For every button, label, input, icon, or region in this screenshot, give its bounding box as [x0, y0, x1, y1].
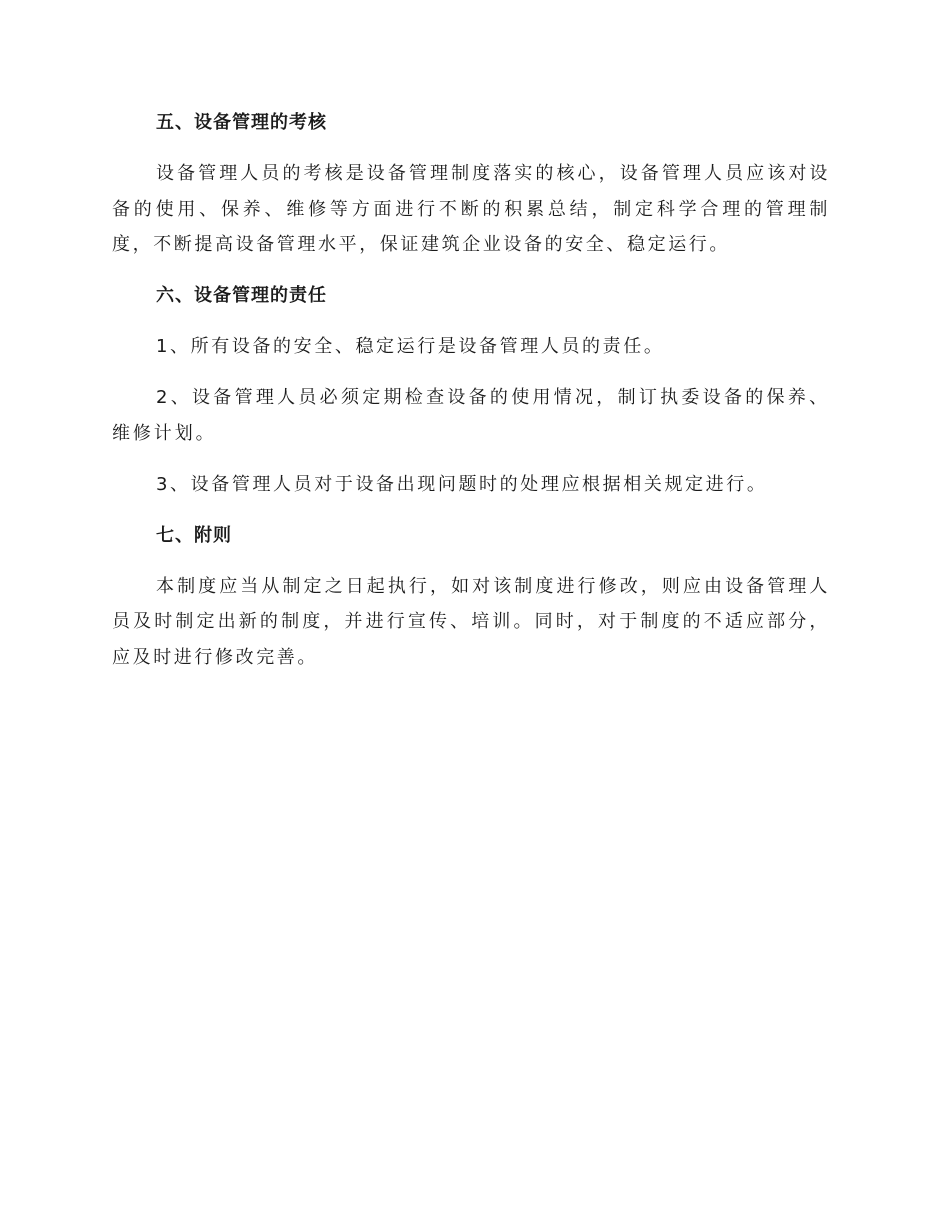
section-heading-supplementary: 七、附则 [156, 524, 232, 546]
document-body [112, 108, 830, 675]
section-heading-responsibility: 六、设备管理的责任 [156, 284, 327, 306]
responsibility-item-2: 2、设备管理人员必须定期检查设备的使用情况，制订执委设备的保养、维修计划。 [112, 387, 830, 444]
assessment-paragraph: 设备管理人员的考核是设备管理制度落实的核心，设备管理人员应该对设备的使用、保养、维修等方面进行不断的积累总结，制定科学合理的管理制度，不断提高设备管理水平，保证建筑企业设备的安全、稳定运行。 [112, 163, 830, 255]
supplementary-paragraph: 本制度应当从制定之日起执行，如对该制度进行修改，则应由设备管理人员及时制定出新的制度，并进行宣传、培训。同时，对于制度的不适应部分，应及时进行修改完善。 [112, 575, 830, 668]
responsibility-item-1: 1、所有设备的安全、稳定运行是设备管理人员的责任。 [156, 335, 665, 357]
section-heading-assessment: 五、设备管理的考核 [156, 112, 327, 133]
responsibility-item-3: 3、设备管理人员对于设备出现问题时的处理应根据相关规定进行。 [156, 474, 768, 495]
